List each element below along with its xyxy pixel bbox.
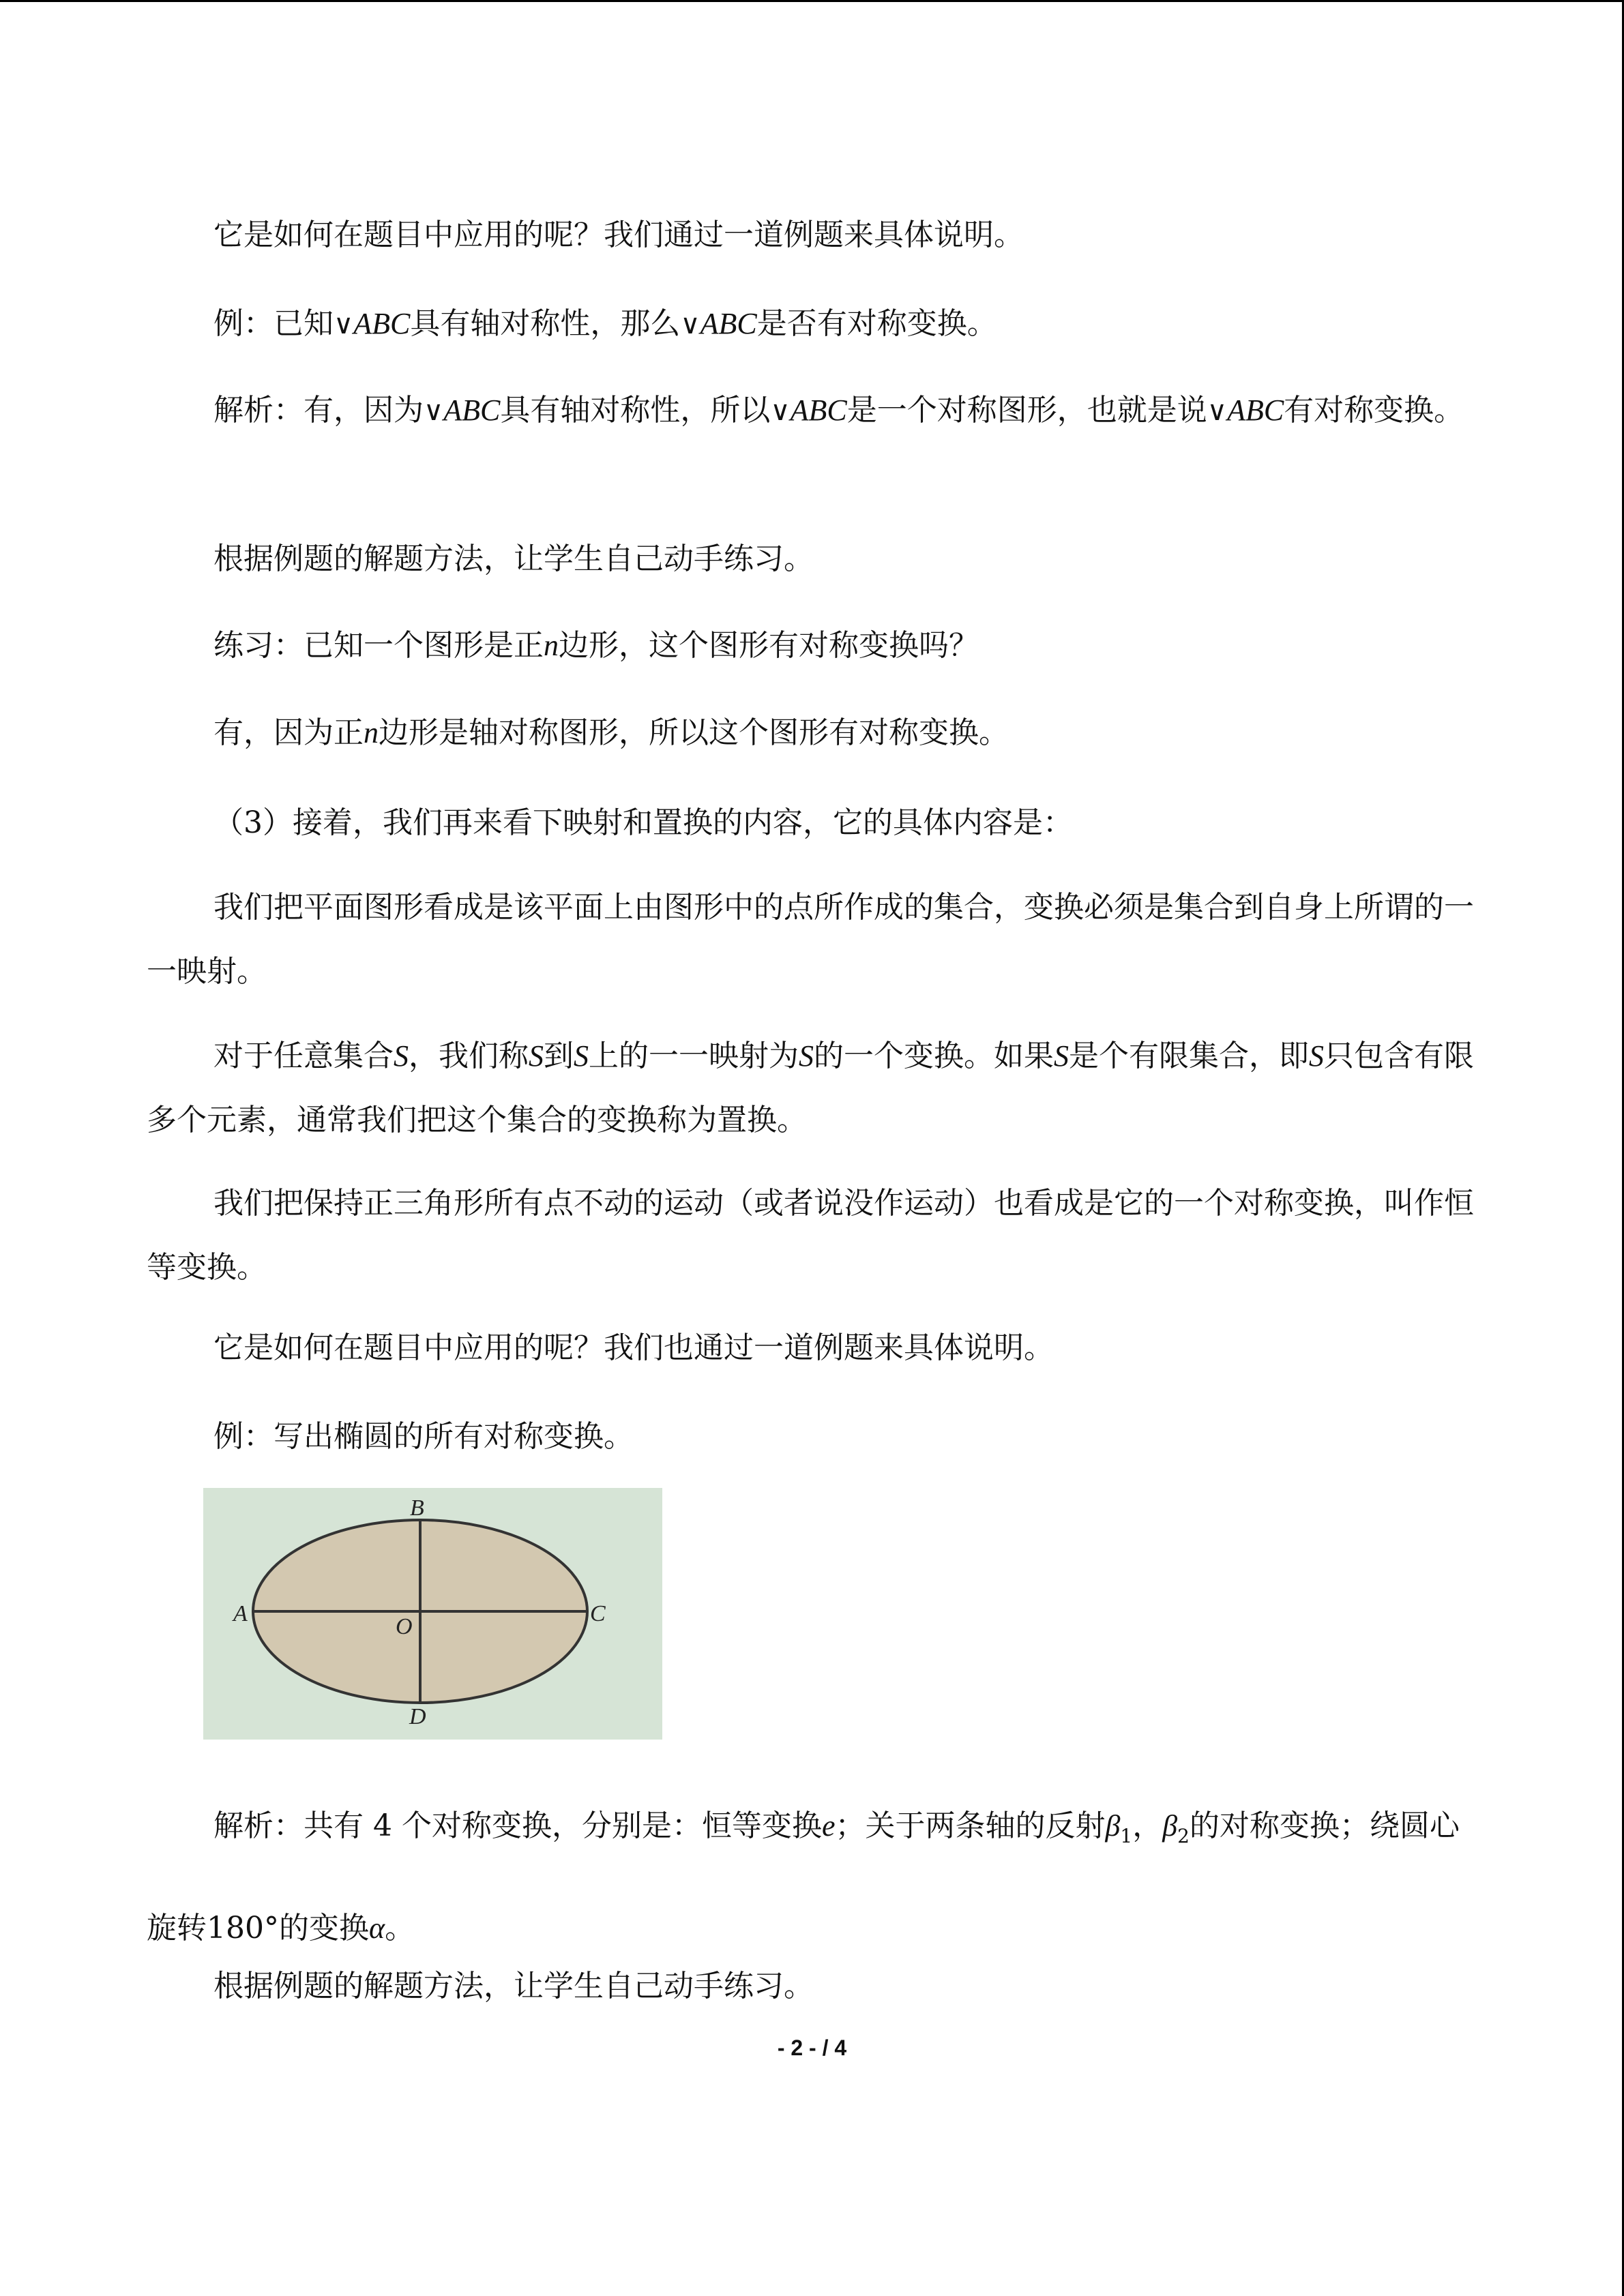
paragraph-2: 例：已知∨ABC具有轴对称性，那么∨ABC是否有对称变换。 — [213, 306, 997, 341]
label-b: B — [410, 1495, 424, 1521]
paragraph-1: 它是如何在题目中应用的呢？我们通过一道例题来具体说明。 — [213, 218, 1024, 252]
label-a: A — [233, 1601, 248, 1626]
paragraph-11: 它是如何在题目中应用的呢？我们也通过一道例题来具体说明。 — [213, 1330, 1054, 1365]
label-o: O — [396, 1614, 413, 1639]
paragraph-3: 解析：有，因为∨ABC具有轴对称性，所以∨ABC是一个对称图形，也就是说∨ABC有对称变换。 — [213, 393, 1464, 428]
page-number: - 2 - / 4 — [777, 2036, 847, 2060]
paragraph-4: 根据例题的解题方法，让学生自己动手练习。 — [213, 541, 814, 576]
paragraph-5: 练习：已知一个图形是正n边形，这个图形有对称变换吗？ — [213, 628, 979, 663]
paragraph-12: 例：写出椭圆的所有对称变换。 — [213, 1419, 634, 1454]
paragraph-7: （3）接着，我们再来看下映射和置换的内容，它的具体内容是： — [213, 805, 1073, 840]
paragraph-8: 我们把平面图形看成是该平面上由图形中的点所作成的集合，变换必须是集合到自身上所谓的一一映射。 — [147, 890, 1474, 989]
paragraph-9: 对于任意集合S，我们称S到S上的一一映射为S的一个变换。如果S是个有限集合，即S只包含有限多个元素，通常我们把这个集合的变换称为置换。 — [147, 1039, 1474, 1137]
label-d: D — [409, 1704, 426, 1729]
paragraph-14: 根据例题的解题方法，让学生自己动手练习。 — [213, 1969, 814, 2003]
paragraph-10: 我们把保持正三角形所有点不动的运动（或者说没作运动）也看成是它的一个对称变换，叫作恒等变换。 — [147, 1186, 1474, 1285]
paragraph-13: 解析：共有 4 个对称变换，分别是：恒等变换e；关于两条轴的反射$\beta_1$，$\beta_2$的对称变换；绕圆心旋转180°的变换α。 — [147, 1808, 1460, 1945]
ellipse-figure — [203, 1488, 662, 1740]
ellipse-diagram — [203, 1488, 662, 1740]
paragraph-6: 有，因为正n边形是轴对称图形，所以这个图形有对称变换。 — [213, 715, 1009, 750]
page-top-border — [0, 0, 1624, 2]
label-c: C — [590, 1601, 606, 1626]
